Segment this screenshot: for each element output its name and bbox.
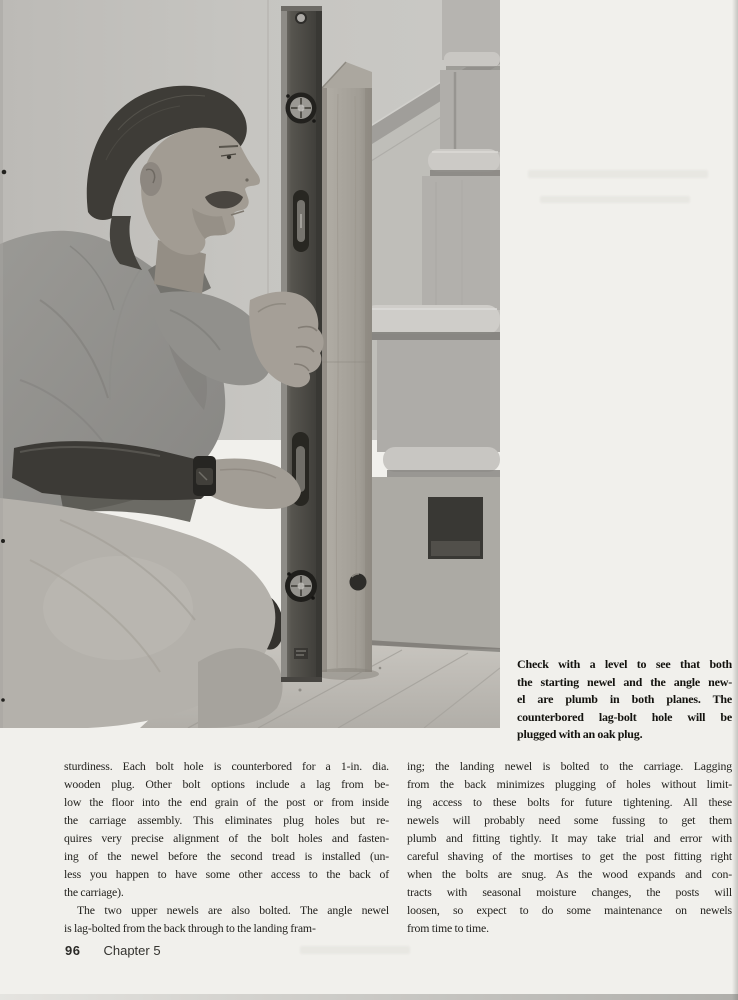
text-line: The two upper newels are also bolted. The angle newel (77, 903, 389, 917)
text-line: is lag-bolted from the back through to the landing fram- (64, 921, 316, 935)
text-line: the carriage assembly. This eliminates plug holes but re- (64, 813, 389, 827)
text-line: counterbored lag-bolt hole will be (517, 709, 732, 724)
text-line: el are plumb in both planes. The (517, 692, 732, 706)
text-line: ing; the landing newel is bolted to the carriage. Lagging (407, 759, 732, 773)
text-line: when the bolts are snug. As the wood expands and con- (407, 867, 732, 881)
bleed-through (528, 170, 708, 178)
hang-hole (296, 13, 306, 23)
photo-caption (517, 656, 732, 744)
newel-post (315, 62, 379, 680)
text-line: sturdiness. Each bolt hole is counterbored for a 1-in. dia. (64, 759, 389, 773)
ear (140, 162, 162, 196)
text-line: from the back minimizes plugging of holes without limit- (407, 777, 732, 791)
text-line: loosen, so expect to do some maintenance on newels (407, 903, 732, 917)
text-line: from time to time. (407, 921, 489, 935)
text-line: Check with a level to see that both (517, 657, 732, 671)
text-line: the starting newel and the angle new- (517, 674, 732, 689)
text-line: ing of the newel before the second tread is installed (un- (64, 849, 389, 863)
text-line: quires very precise alignment of the bolt holes and fasten- (64, 831, 389, 845)
text-line: newels will probably need some fussing to get them (407, 813, 732, 827)
text-line: ing access to these bolts for future tightening. All these (407, 795, 732, 809)
text-line: tracts with seasonal moisture changes, the posts will (407, 885, 732, 899)
page-footer (65, 943, 161, 958)
photo (0, 0, 500, 728)
bleed-through (300, 946, 410, 954)
body-column-right (407, 757, 732, 937)
text-line: wooden plug. Other bolt options include a lag from be- (64, 777, 389, 791)
page-edge-shadow-right (732, 0, 738, 1000)
bleed-through (540, 196, 690, 203)
page-number: 96 (65, 943, 81, 958)
text-line: plugged with an oak plug. (517, 727, 643, 741)
text-line: less you happen to have some other access to the back of (64, 867, 389, 881)
text-line: careful shaving of the mortises to get the post fitting right (407, 849, 732, 863)
text-line: plumb and fitting tightly. It may take trial and error with (407, 831, 732, 845)
text-line: the carriage). (64, 885, 124, 899)
photo-illustration (0, 0, 500, 728)
page-edge-shadow-bottom (0, 994, 738, 1000)
chapter-label: Chapter 5 (103, 943, 161, 958)
text-line: low the floor into the end grain of the post or from inside (64, 795, 389, 809)
body-column-left (64, 757, 389, 937)
